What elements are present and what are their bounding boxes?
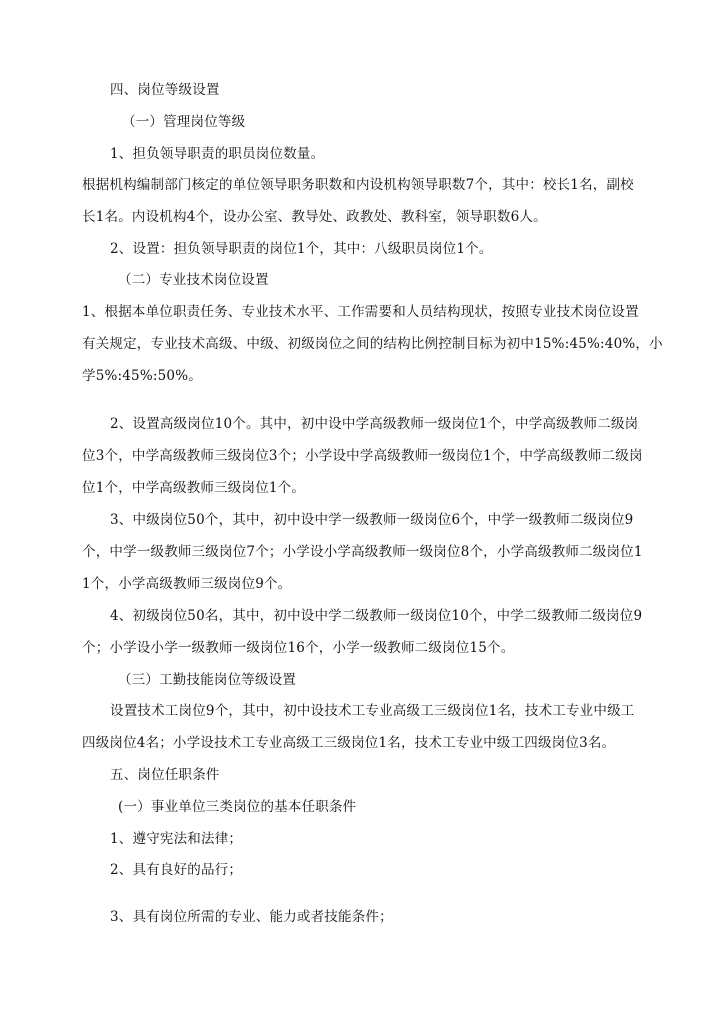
subsection-heading-5-1: (一）事业单位三类岗位的基本任职条件 [118,799,357,815]
paragraph-line: 设置技术工岗位9个，其中，初中设技术工专业高级工三级岗位1名，技术工专业中级工 [110,703,635,719]
paragraph-line: 4、初级岗位50名，其中，初中设中学二级教师一级岗位10个，中学二级教师二级岗位9 [110,608,643,624]
subsection-heading-3: （三）工勤技能岗位等级设置 [118,672,297,688]
paragraph-line: 1、担负领导职责的职员岗位数量。 [110,146,325,162]
subsection-heading-2: （二）专业技术岗位设置 [118,272,269,288]
list-item: 3、具有岗位所需的专业、能力或者技能条件； [110,909,393,925]
subsection-heading-1: （一）管理岗位等级 [122,114,246,130]
paragraph-line: 学5%:45%:50%。 [82,368,202,384]
paragraph-line: 位3个，中学高级教师三级岗位3个；小学设中学高级教师一级岗位1个，中学高级教师二级岗 [82,448,643,464]
paragraph-line: 1个，小学高级教师三级岗位9个。 [82,576,292,592]
paragraph-line: 四级岗位4名；小学设技术工专业高级工三级岗位1名，技术工专业中级工四级岗位3名。 [82,735,616,751]
paragraph-line: 1、根据本单位职责任务、专业技术水平、工作需要和人员结构现状，按照专业技术岗位设置 [82,304,639,320]
paragraph-line: 有关规定，专业技术高级、中级、初级岗位之间的结构比例控制目标为初中15%:45%:40%，小 [82,336,663,352]
paragraph-line: 2、设置高级岗位10个。其中，初中设中学高级教师一级岗位1个，中学高级教师二级岗 [110,416,639,432]
paragraph-line: 3、中级岗位50个，其中，初中设中学一级教师一级岗位6个，中学一级教师二级岗位9 [110,512,634,528]
list-item: 2、具有良好的品行； [110,862,243,878]
paragraph-line: 位1个，中学高级教师三级岗位1个。 [82,480,306,496]
paragraph-line: 根据机构编制部门核定的单位领导职务职数和内设机构领导职数7个，其中：校长1名，副校 [82,177,634,193]
paragraph-line: 长1名。内设机构4个，设办公室、教导处、政教处、教科室，领导职数6人。 [82,209,547,225]
section-heading-5: 五、岗位任职条件 [110,767,220,783]
paragraph-line: 2、设置：担负领导职责的岗位1个，其中：八级职员岗位1个。 [110,241,493,257]
section-heading-4: 四、岗位等级设置 [110,82,220,98]
list-item: 1、遵守宪法和法律； [110,831,243,847]
paragraph-line: 个；小学设小学一级教师一级岗位16个，小学一级教师二级岗位15个。 [82,640,515,656]
paragraph-line: 个，中学一级教师三级岗位7个；小学设小学高级教师一级岗位8个，小学高级教师二级岗位1 [82,544,643,560]
